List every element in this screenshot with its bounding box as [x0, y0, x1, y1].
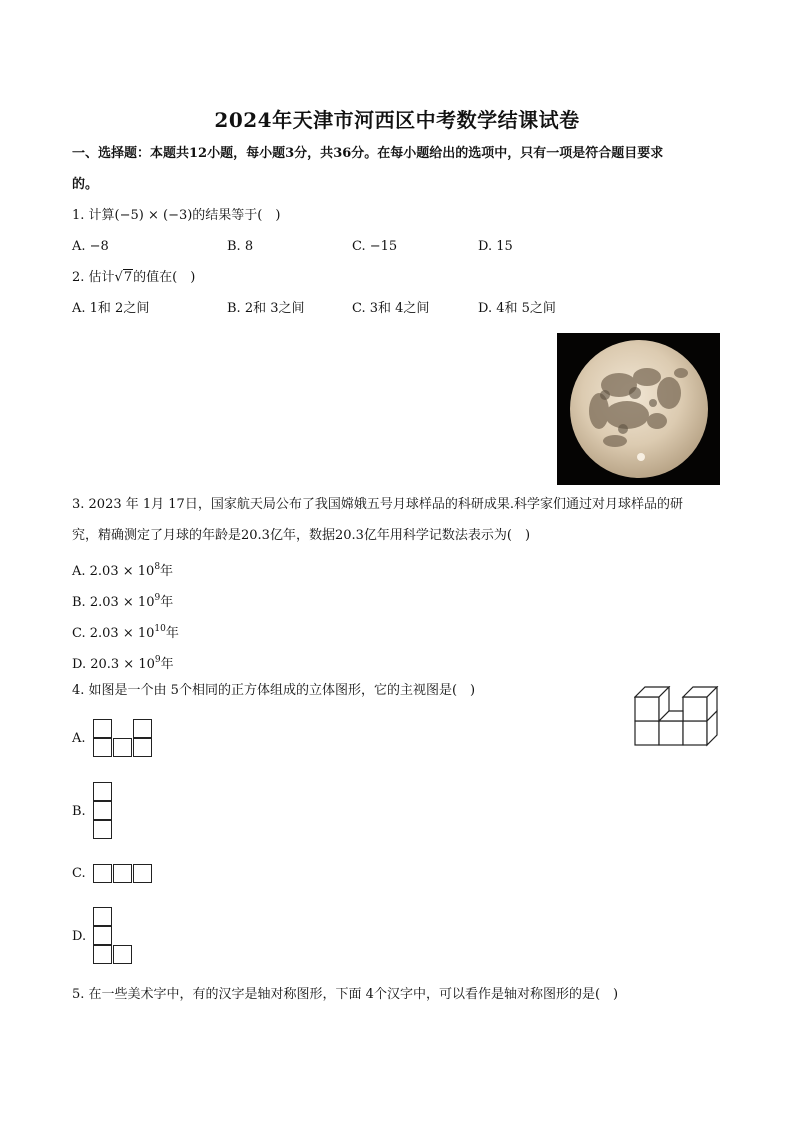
- q3-option-c-exp: 10: [154, 624, 166, 634]
- square: [93, 738, 112, 757]
- q3-option-a: [72, 558, 173, 581]
- square: [93, 782, 112, 801]
- section-heading-a: 一、选择题：本题共: [72, 146, 190, 161]
- section-heading-b: 小题，每小题: [207, 146, 286, 161]
- q1-option-a: A. −8: [72, 239, 109, 254]
- points-each: 3: [285, 146, 295, 161]
- q1-option-b: B. 8: [227, 239, 254, 254]
- q4-option-d-label: D.: [72, 929, 87, 944]
- square: [113, 945, 132, 964]
- q3-option-c-unit: 年: [165, 626, 179, 641]
- square: [93, 945, 112, 964]
- question-3-line1: 3. 2023 年 1月 17日，国家航天局公布了我国嫦娥五号月球样品的科研成果.科学家们通过对月球样品的研: [72, 497, 683, 512]
- q3-option-c-label: C. 2.03 × 10: [72, 626, 155, 641]
- q4-option-b-label: B.: [72, 804, 86, 819]
- moon-photo: [557, 333, 720, 485]
- total-points: 36: [333, 146, 352, 161]
- question-5: 5. 在一些美术字中，有的汉字是轴对称图形，下面 4个汉字中，可以看作是轴对称图形的是( ): [72, 987, 619, 1002]
- q3-option-a-exp: 8: [154, 562, 161, 572]
- q2-suffix: 的值在( ): [133, 270, 196, 285]
- question-2: [72, 269, 195, 287]
- square: [113, 738, 132, 757]
- q3-option-c: [72, 620, 179, 643]
- q3-option-b-unit: 年: [160, 595, 174, 610]
- q1-option-c: C. −15: [352, 239, 398, 254]
- q3-option-d-exp: 9: [154, 655, 161, 665]
- q2-option-c: C. 3和 4之间: [352, 301, 430, 316]
- page-title: 2024年天津市河西区中考数学结课试卷: [214, 108, 580, 132]
- question-1: 1. 计算(−5) × (−3)的结果等于( ): [72, 208, 281, 223]
- square: [93, 864, 112, 883]
- q2-option-d: D. 4和 5之间: [478, 301, 556, 316]
- q3-option-d-label: D. 20.3 × 10: [72, 657, 155, 672]
- q2-option-b: B. 2和 3之间: [227, 301, 305, 316]
- section-heading: [72, 145, 663, 163]
- q2-option-a: A. 1和 2之间: [72, 301, 150, 316]
- square: [113, 864, 132, 883]
- square: [93, 719, 112, 738]
- sqrt-expression: √7: [114, 270, 133, 285]
- section-heading-d: 分。在每小题给出的选项中，只有一项是符合题目要求: [351, 146, 664, 161]
- q3-option-b: [72, 589, 173, 612]
- q4-option-a-label: A.: [72, 731, 86, 746]
- section-heading-line2: 的。: [72, 177, 99, 192]
- square: [93, 926, 112, 945]
- q3-option-a-label: A. 2.03 × 10: [72, 564, 155, 579]
- radicand: 7: [123, 270, 133, 285]
- question-count: 12: [189, 146, 208, 161]
- question-4: 4. 如图是一个由 5个相同的正方体组成的立体图形，它的主视图是( ): [72, 683, 476, 698]
- square: [93, 801, 112, 820]
- q3-option-b-exp: 9: [154, 593, 161, 603]
- q3-option-d-unit: 年: [160, 657, 174, 672]
- q3-option-b-label: B. 2.03 × 10: [72, 595, 155, 610]
- section-heading-c: 分，共: [294, 146, 334, 161]
- q4-option-c-label: C.: [72, 866, 86, 881]
- q1-option-d: D. 15: [478, 239, 513, 254]
- q2-prefix: 2. 估计: [72, 270, 115, 285]
- square: [93, 820, 112, 839]
- question-3-line2: 究，精确测定了月球的年龄是20.3亿年，数据20.3亿年用科学记数法表示为( ): [72, 528, 531, 543]
- square: [133, 719, 152, 738]
- cube-solid-figure: [634, 686, 722, 748]
- square: [93, 907, 112, 926]
- square: [133, 738, 152, 757]
- square: [133, 864, 152, 883]
- q3-option-d: [72, 651, 174, 674]
- q3-option-a-unit: 年: [160, 564, 174, 579]
- moon-image: [557, 333, 720, 485]
